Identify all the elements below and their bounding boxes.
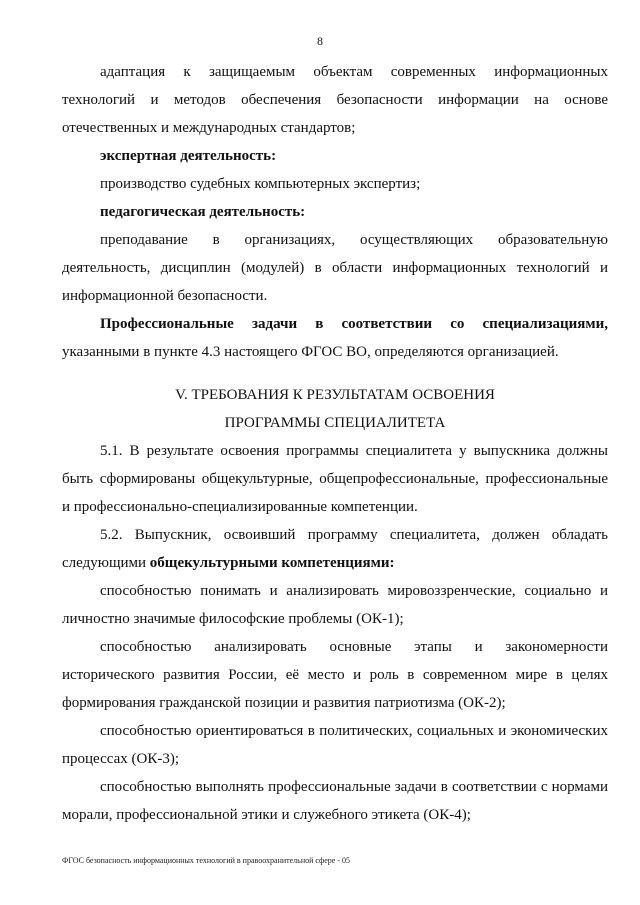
paragraph: способностью анализировать основные этапы и закономерности исторического развития России, её место и роль в современном мире в целях формирования гражданской позиции и развития патриотизма (ОК-2);: [62, 639, 608, 711]
paragraph: способностью понимать и анализировать мировоззренческие, социально и личностно значимые философские проблемы (ОК-1);: [62, 583, 608, 627]
bold-text-segment: Профессиональные задачи в соответствии со специализациями,: [100, 316, 608, 332]
paragraph: производство судебных компьютерных экспертиз;: [100, 176, 421, 192]
section-heading: V. ТРЕБОВАНИЯ К РЕЗУЛЬТАТАМ ОСВОЕНИЯ: [175, 387, 495, 403]
section-heading: ПРОГРАММЫ СПЕЦИАЛИТЕТА: [224, 415, 446, 431]
activity-type-heading: экспертная деятельность:: [100, 148, 277, 164]
paragraph-spacer: [62, 366, 608, 381]
page-footer: ФГОС безопасность информационных технологий в правоохранительной сфере - 05: [62, 856, 350, 865]
text-segment: 5.2. Выпускник, освоивший программу специалитета, должен обладать следующими: [62, 527, 608, 571]
paragraph: [62, 521, 608, 577]
paragraph: адаптация к защищаемым объектам современных информационных технологий и методов обеспечения безопасности информации на основе отечественных и международных стандартов;: [62, 64, 608, 136]
paragraph: способностью ориентироваться в политических, социальных и экономических процессах (ОК-3);: [62, 723, 608, 767]
paragraph: способностью выполнять профессиональные задачи в соответствии с нормами морали, профессиональной этики и служебного этикета (ОК-4);: [62, 779, 608, 823]
text-segment: указанными в пункте 4.3 настоящего ФГОС ВО, определяются организацией.: [62, 344, 559, 360]
document-body: [62, 58, 608, 829]
activity-type-heading: педагогическая деятельность:: [100, 204, 306, 220]
page-number: 8: [317, 34, 323, 48]
bold-text-segment: общекультурными компетенциями:: [149, 555, 395, 571]
paragraph: преподавание в организациях, осуществляющих образовательную деятельность, дисциплин (модулей) в области информационных технологий и информационной безопасности.: [62, 232, 608, 304]
paragraph: 5.1. В результате освоения программы специалитета у выпускника должны быть сформированы общекультурные, общепрофессиональные, профессиональные и профессионально-специализированные компетенции.: [62, 443, 608, 515]
paragraph: [62, 310, 608, 366]
